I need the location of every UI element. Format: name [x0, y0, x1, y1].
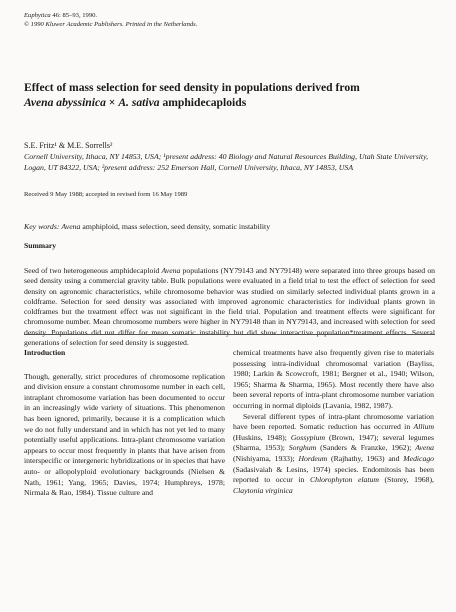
- intro-paragraph-2: [233, 412, 434, 497]
- left-column: [24, 348, 225, 499]
- volume-pages: 46: 85–93, 1990.: [50, 12, 98, 19]
- rp2-text-b: (Huskins, 1948);: [233, 432, 291, 442]
- rp2-medicago: Medicago: [403, 453, 435, 463]
- authors: S.E. Fritz¹ & M.E. Sorrells²: [24, 141, 113, 150]
- summary-avena: Avena: [161, 266, 181, 275]
- rp2-allium: Allium: [413, 422, 434, 432]
- affiliation: Cornell University, Ithaca, NY 14853, USA; ¹present address: 40 Biology and Natural Resources Building, Utah State University, Logan, UT 84322, USA; ²present address: 252 Emerson Hall, Cornell University, Ithaca, NY 14853, USA: [24, 152, 429, 172]
- intro-paragraph-continued: chemical treatments have also frequently given rise to materials possessing intra-individual chromosomal variation (Bayliss, 1980; Larkin & Scowcroft, 1981; Bergner et al., 1940; Wilson, 1965; Sharma & Sharma, 1965). Most recently there have also been several reports of intra-plant chromosome number variation occurring in normal diploids (Lavania, 1982, 1987).: [233, 348, 434, 410]
- title-cross: ×: [105, 96, 119, 109]
- received-date: Received 9 May 1988; accepted in revised form 16 May 1989: [24, 191, 188, 198]
- rp2-avena: Avena: [415, 443, 434, 453]
- publisher-line: © 1990 Kluwer Academic Publishers. Printed in the Netherlands.: [24, 20, 198, 28]
- keywords: [24, 222, 270, 231]
- intro-paragraph-1: Though, generally, strict procedures of chromosome replication and division ensure a constant chromosome number in each cell, intraplant chromosome variation has been documented to occur in an increasingly wide variety of situations. This phenomenon has been ignored, primarily, because it is a complication which we do not fully understand and in which has not yet led to many potentially useful applications. Intra-plant chromosome variation appears to occur most frequently in plants that have arisen from interspecific or intergeneric hybridizations or in species that have auto- or allopolyploid evolutionary backgrounds (Nielsen & Nath, 1961; Yang, 1965; Davies, 1974; Humphreys, 1978; Nirmala & Rao, 1984). Tissue culture and: [24, 371, 225, 498]
- keywords-label: Key words:: [24, 222, 60, 231]
- summary-part-2: populations (NY79143 and NY79148) were separated into three groups based on seed density using a commercial gravity table. Bulk populations were evaluated in a field trial to test the effect of selection for seed density on agronomic characteristics, while chromosome behavior was studied on similarly selected individual plants grown in a coldframe. Selection for seed density was associated with improved agronomic characteristics for individual plants grown in coldframes but the treatment effect was not significant in the field trial. Population and treatment effects were significant for chromosome number. Mean chromosome numbers were higher in NY79148 than in NY79143, and increased with selection for seed density. Populations did not differ for mean somatic instability but did show interactive population*treatment effects. Several generations of selection for seed density is suggested.: [24, 266, 436, 348]
- journal-name: Euphytica: [24, 12, 51, 19]
- title-species-1: Avena abyssinica: [24, 96, 106, 109]
- rp2-hordeum: Hordeum: [298, 453, 328, 463]
- rp2-text-a: Several different types of intra-plant chromosome variation have been reported. Somatic reduction has occurred in: [233, 411, 434, 432]
- rp2-text-d: (Sanders & Franzke, 1962);: [316, 443, 416, 453]
- summary-heading: Summary: [24, 241, 57, 250]
- rp2-text-f: (Rajhathy, 1963) and: [327, 453, 404, 463]
- title-line-1: Effect of mass selection for seed density in populations derived from: [24, 81, 360, 94]
- rp2-gossypium: Gossypium: [290, 432, 325, 442]
- title-species-2: A. sativa: [118, 96, 160, 109]
- rp2-text-g: (Sadasivaiah & Lesins, 1974) species. Endomitosis has been reported to occur in: [233, 464, 434, 485]
- section-divider: [24, 334, 435, 335]
- rp2-sorghum: Sorghum: [288, 443, 317, 453]
- summary-part-1: Seed of two heterogeneous amphidecaploid: [24, 266, 162, 275]
- rp2-text-c: (Brown, 1947); several legumes (Sharma, 1953);: [233, 432, 434, 453]
- title-suffix: amphidecaploids: [159, 96, 247, 109]
- article-title: [24, 80, 434, 110]
- rp2-text-h: (Storey, 1968),: [378, 475, 434, 485]
- rp2-text-e: (Nishiyama, 1933);: [233, 453, 299, 463]
- title-line-2: [24, 95, 434, 110]
- journal-citation: [24, 12, 197, 21]
- running-head: [24, 12, 197, 29]
- rp2-chlorophyton: Chlorophyton elatum: [309, 475, 379, 485]
- right-column: [233, 348, 434, 496]
- keyword-avena: Avena: [61, 222, 81, 231]
- introduction-heading: Introduction: [24, 348, 66, 357]
- summary-text: [24, 266, 435, 348]
- keywords-list: amphiploid, mass selection, seed density, somatic instability: [80, 222, 271, 231]
- rp2-claytonia: Claytonia virginica: [233, 485, 293, 495]
